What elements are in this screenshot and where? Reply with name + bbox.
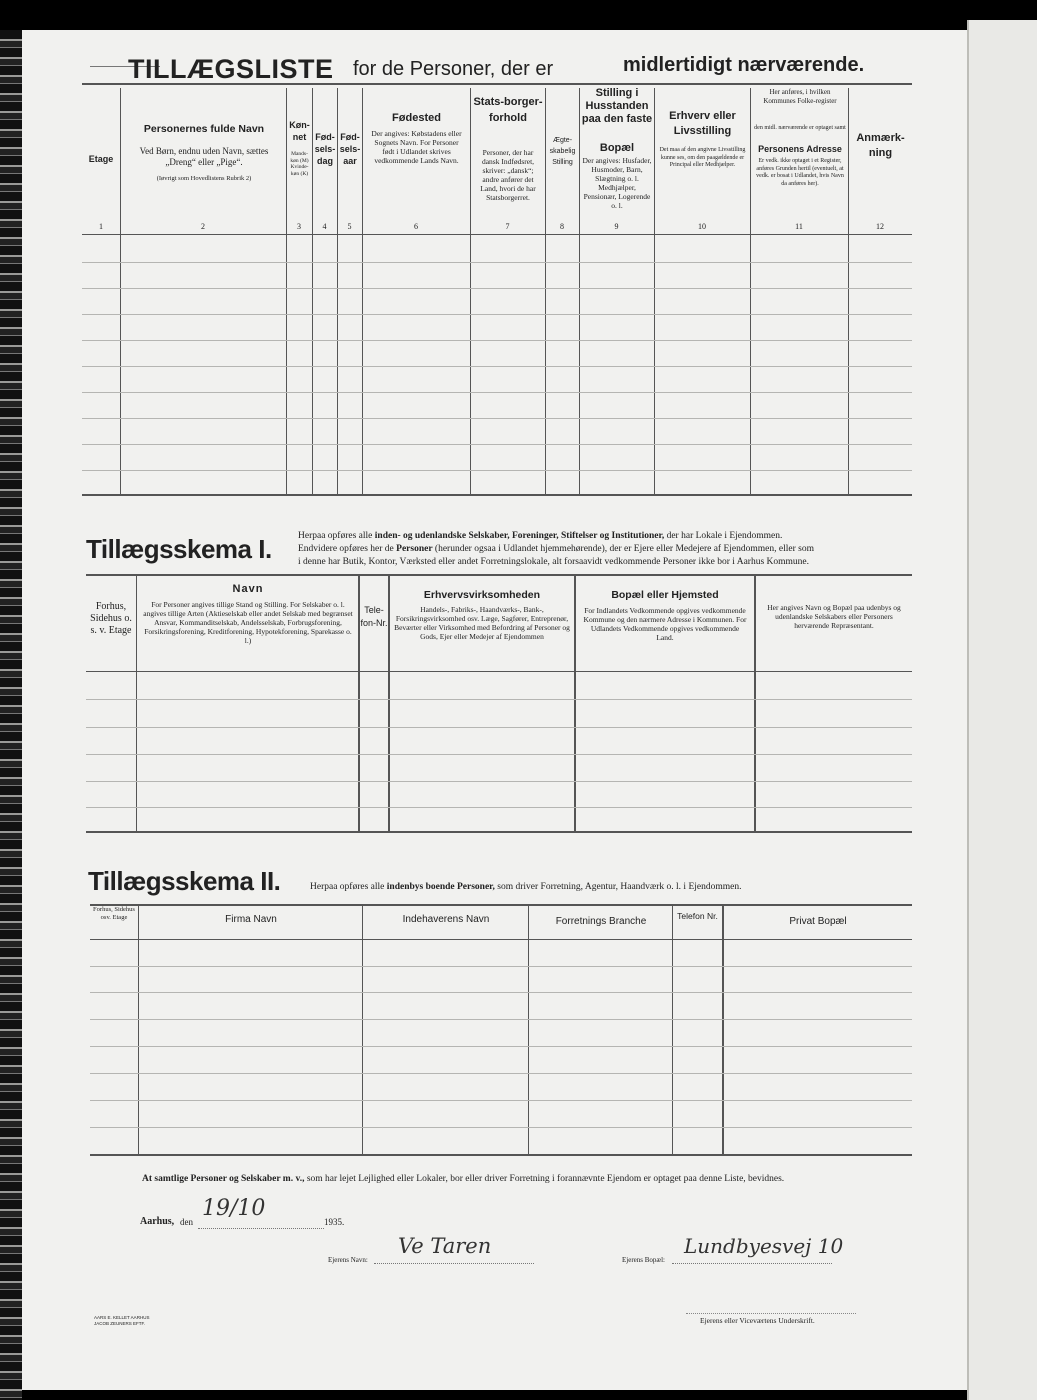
schema1-desc-3: i denne har Butik, Kontor, Værksted eller andet Forretningslokale, alt forsaavidt vedkommende Personer ikke bor i Aarhus Kommune. <box>298 557 810 567</box>
col-num: 9 <box>614 222 619 231</box>
schema2-header-bottom <box>90 939 912 940</box>
schema1-col-divider <box>574 576 576 831</box>
col-birthday: Fød-sels-dag <box>314 132 336 166</box>
certification-bold: At samtlige Personer og Selskaber m. v., <box>142 1174 305 1184</box>
date-line <box>198 1228 324 1229</box>
col-num: 7 <box>505 222 510 231</box>
table-row <box>86 727 912 728</box>
binding-edge <box>0 30 22 1400</box>
schema1-desc-1a: Herpaa opføres alle <box>298 531 373 541</box>
owner-name-line <box>374 1263 534 1264</box>
schema1-desc-1b: inden- og udenlandske Selskaber, Foreninger, Stiftelser og Institutioner, <box>374 531 665 541</box>
schema1-col-residence-sub: For Indlandets Vedkommende opgives vedkommende Kommune og den nærmere Adresse i Kommunen. For Udlandets Vedkommende opgives vedkommende Land. <box>583 606 747 642</box>
den-label: den <box>180 1217 193 1227</box>
col-num: 6 <box>414 222 418 231</box>
col-num: 10 <box>698 222 706 231</box>
schema2-col-divider <box>528 906 529 1154</box>
table-row <box>90 1019 912 1020</box>
col-household-bopael: Bopæl <box>599 142 635 154</box>
owner-address-handwritten: Lundbyesvej 10 <box>684 1234 844 1258</box>
form-page <box>22 30 967 1390</box>
schema2-col-divider <box>722 906 724 1154</box>
schema2-col-branch: Forretnings Branche <box>555 916 647 927</box>
col-birthyear: Fød-sels-aar <box>339 132 361 166</box>
col-occupation-title: Erhverv eller Livsstilling <box>669 110 736 137</box>
table-row <box>90 1073 912 1074</box>
col-gender-title: Køn-net <box>289 120 310 142</box>
col-num: 4 <box>322 222 327 231</box>
schema1-col-phone: Tele-fon-Nr. <box>360 605 388 628</box>
col-register-sub: den midl. nærværende er optaget samt <box>754 125 846 131</box>
table-row <box>82 418 912 419</box>
table-row <box>82 444 912 445</box>
table-row <box>86 699 912 700</box>
schema1-header-bottom <box>86 671 912 672</box>
main-col-divider <box>120 88 121 494</box>
table-row <box>90 1046 912 1047</box>
main-table-header-bottom <box>82 234 912 235</box>
certification-rest: som har lejet Lejlighed eller Lokaler, bor eller driver Forretning i forannævnte Ejendom er optaget paa denne Liste, bevidnes. <box>306 1174 785 1184</box>
schema1-col-name-sub: For Personer angives tillige Stand og Stilling. For Selskaber o. l. angives tillige Arten (Aktieselskab eller andet Selskab med begrænset Ansvar, Kommanditselskab, Andelsselskab, Forbrugsforening, Forsikringsforening, Kreditforening, Hypotekforening, Sparekasse o. l.) <box>143 600 353 645</box>
schema2-col-divider <box>138 906 139 1154</box>
schema1-desc-2b: Personer <box>396 544 433 554</box>
main-title-rest: for de Personer, der er <box>353 58 554 80</box>
date-handwritten: 19/10 <box>202 1196 266 1221</box>
schema1-col-divider <box>754 576 756 831</box>
main-title: TILLÆGSLISTE <box>128 54 334 84</box>
col-citizenship-title: Stats-borger-forhold <box>473 96 543 124</box>
schema2-title: Tillægsskema II. <box>88 866 281 896</box>
table-row <box>90 1127 912 1128</box>
schema1-bottom <box>86 831 912 833</box>
schema2-desc-b: indenbys boende Personer, <box>386 882 495 892</box>
owner-address-label: Ejerens Bopæl: <box>622 1256 665 1264</box>
schema1-col-residence-title: Bopæl eller Hjemsted <box>611 589 719 601</box>
col-register-address: Personens Adresse <box>758 144 842 154</box>
col-name-sub: Ved Børn, endnu uden Navn, sættes „Dreng“ eller „Pige“. <box>139 146 269 167</box>
col-register-title: Her anføres, i hvilken Kommunes Folke-register <box>763 88 837 105</box>
owner-name-handwritten: Ve Taren <box>398 1234 492 1258</box>
schema2-desc-c: som driver Forretning, Agentur, Haandværk o. l. i Ejendommen. <box>497 882 742 892</box>
col-gender-sub: Mands-køn (M) Kvinde-køn (K) <box>290 151 309 177</box>
schema2-top <box>90 904 912 906</box>
table-row <box>90 992 912 993</box>
col-birthplace-sub: Der angives: Købstadens eller Sognets Navn. For Personer født i Udlandet skrives vedkommende Lands Navn. <box>371 129 462 165</box>
table-row <box>86 781 912 782</box>
facing-page <box>967 20 1037 1400</box>
schema1-col-etage: Forhus, Sidehus o. s. v. Etage <box>90 601 132 636</box>
certification-text <box>142 1174 922 1184</box>
col-num: 1 <box>99 222 103 231</box>
schema1-col-divider <box>388 576 390 831</box>
schema1-col-divider <box>136 576 137 831</box>
schema1-title: Tillægsskema I. <box>86 534 272 564</box>
col-register-sub2: Er vedk. ikke optaget i et Register, anføres Grunden hertil (eventuelt, at vedk. er bosat i Udlandet, hvis Navn da anføres her). <box>756 158 844 187</box>
main-col-divider <box>470 88 471 494</box>
table-row <box>82 314 912 315</box>
main-col-divider <box>286 88 287 494</box>
schema1-description <box>298 530 918 569</box>
col-num: 12 <box>876 222 884 231</box>
schema1-col-business-sub: Handels-, Fabriks-, Haandværks-, Bank-, Forsikringsvirksomhed osv. Læge, Sagfører, Entreprenør, Beværter eller Virksomhed med Befordring af Personer og Gods, Ejer eller Medejer af Ejendommen <box>394 605 570 641</box>
schema1-col-representative: Her angives Navn og Bopæl paa udenbys og udenlandske Selskabers eller Personers herværende Repræsentant. <box>767 603 901 630</box>
schema2-col-divider <box>672 906 673 1154</box>
schema1-top <box>86 574 912 576</box>
main-col-divider <box>362 88 363 494</box>
table-row <box>82 262 912 263</box>
printer-imprint: AARS E. KELLET AARHUS JACOB ZEUNERS EFTF. <box>94 1315 150 1326</box>
schema2-col-private: Privat Bopæl <box>789 916 847 927</box>
place-label: Aarhus, <box>140 1216 175 1227</box>
table-row <box>82 470 912 471</box>
year-label: 1935. <box>324 1217 345 1227</box>
main-col-divider <box>654 88 655 494</box>
col-occupation-sub: Det maa af den angivne Livsstilling kunne ses, om den paagældende er Principal eller Medhjælper. <box>659 147 746 168</box>
schema2-col-etage: Forhus, Sidehus osv. Etage <box>93 906 135 921</box>
signature-label: Ejerens eller Viceværtens Underskrift. <box>700 1316 815 1325</box>
col-num: 3 <box>297 222 301 231</box>
schema2-description <box>310 882 910 892</box>
schema2-col-owner: Indehaverens Navn <box>402 914 490 925</box>
table-row <box>82 392 912 393</box>
table-row <box>90 1100 912 1101</box>
owner-address-line <box>672 1263 832 1264</box>
schema1-desc-1c: der har Lokale i Ejendommen. <box>666 531 783 541</box>
main-title-emphasis: midlertidigt nærværende. <box>623 54 865 76</box>
table-row <box>82 288 912 289</box>
schema1-col-name-title: Navn <box>232 583 264 595</box>
table-row <box>82 340 912 341</box>
main-table-top <box>82 83 912 85</box>
col-remarks: Anmærk-ning <box>856 132 905 159</box>
schema2-col-firm: Firma Navn <box>225 914 277 925</box>
col-num: 8 <box>560 222 564 231</box>
col-citizenship-sub: Personer, der har dansk Indfødsret, skriver: „dansk“; andre anfører det Land, hvori de har Statsborgerret. <box>480 148 536 202</box>
schema1-desc-2c: (herunder ogsaa i Udlandet hjemmehørende), der er Ejere eller Medejere af Ejendommen, eller som <box>434 544 814 554</box>
col-name-title: Personernes fulde Navn <box>143 123 265 135</box>
schema1-col-business-title: Erhvervsvirksomheden <box>423 589 541 601</box>
col-birthplace-title: Fødested <box>392 112 441 124</box>
schema2-desc-a: Herpaa opføres alle <box>310 882 385 892</box>
col-marital: Ægte-skabelig Stilling <box>549 137 576 166</box>
signature-line <box>686 1313 856 1314</box>
table-row <box>90 966 912 967</box>
col-household-title: Stilling i Husstanden paa den faste <box>581 87 653 125</box>
col-household-sub: Der angives: Husfader, Husmoder, Barn, Slægtning o. l. Medhjælper, Pensionær, Logerende o. l. <box>582 156 652 210</box>
col-num: 2 <box>201 222 205 231</box>
col-num: 5 <box>347 222 352 231</box>
col-num: 11 <box>795 222 803 231</box>
col-name-sub2: (Iøvrigt som Hovedlistens Rubrik 2) <box>156 175 252 182</box>
schema1-desc-2a: Endvidere opføres her de <box>298 544 394 554</box>
owner-name-label: Ejerens Navn: <box>328 1256 368 1264</box>
schema2-bottom <box>90 1154 912 1156</box>
table-row <box>86 807 912 808</box>
schema2-col-phone: Telefon Nr. <box>677 911 718 921</box>
table-row <box>86 754 912 755</box>
col-etage: Etage <box>88 154 114 164</box>
table-row <box>82 366 912 367</box>
schema2-col-divider <box>362 906 363 1154</box>
main-table-bottom <box>82 494 912 496</box>
